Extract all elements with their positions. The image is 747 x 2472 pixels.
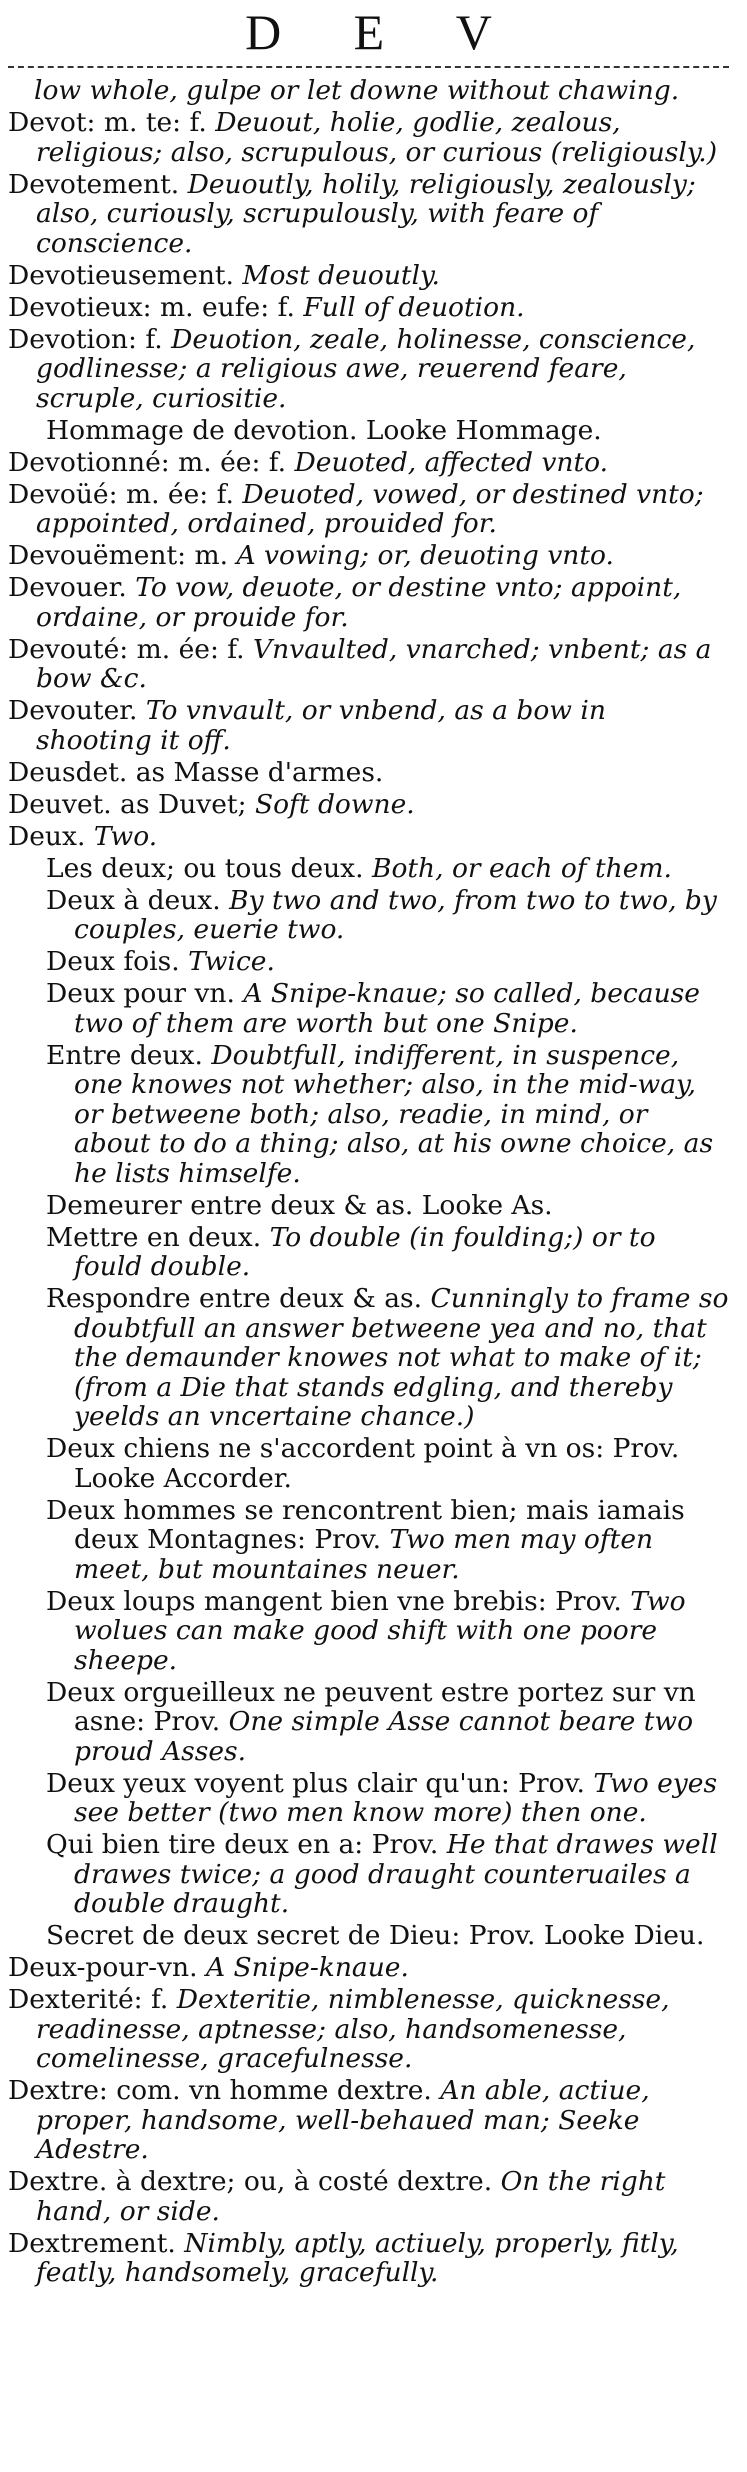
entry-definition: To double (in foulding;) or to fould double. bbox=[74, 1221, 656, 1282]
entry-headword: Devouté: m. ée: f. bbox=[8, 633, 245, 665]
entry-definition: Deuoutly, holily, religiously, zealously; also, curiously, scrupulously, with feare of conscience. bbox=[36, 168, 696, 259]
entry-definition: Soft downe. bbox=[254, 788, 415, 820]
dictionary-entry bbox=[8, 790, 729, 820]
entry-definition: Two men may often meet, but mountaines neuer. bbox=[74, 1524, 654, 1585]
entry-definition: A Snipe-knaue. bbox=[205, 1952, 409, 1983]
entry-definition: Two eyes see better (two men know more) then one. bbox=[74, 1767, 718, 1828]
sub-entry bbox=[8, 1041, 729, 1189]
entry-definition: Deuotion, zeale, holinesse, conscience, godlinesse; a religious awe, reuerend feare, scruple, curiositie. bbox=[36, 323, 696, 414]
entry-definition: Dexteritie, nimblenesse, quicknesse, readinesse, aptnesse; also, handsomenesse, comelinesse, gracefulnesse. bbox=[36, 1984, 670, 2074]
dictionary-entry bbox=[8, 261, 729, 291]
entry-definition: Two wolues can make good shift with one poore sheepe. bbox=[74, 1585, 686, 1676]
entry-headword: Devotionné: m. ée: f. bbox=[8, 446, 287, 478]
entry-definition: Deuoted, affected vnto. bbox=[294, 446, 609, 478]
entry-headword: Devotement. bbox=[8, 168, 180, 200]
sub-entry bbox=[8, 416, 729, 446]
sub-entry bbox=[8, 1587, 729, 1676]
entry-definition: An able, actiue, proper, handsome, well-behaued man; Seeke Adestre. bbox=[36, 2075, 650, 2165]
dictionary-entry bbox=[8, 448, 729, 478]
entry-headword: Devotion: f. bbox=[8, 323, 163, 355]
entry-definition: Two. bbox=[93, 820, 158, 852]
entry-definition: To vnvault, or vnbend, as a bow in shooting it off. bbox=[36, 695, 606, 756]
dictionary-entry bbox=[8, 480, 729, 539]
dictionary-entry bbox=[8, 696, 729, 755]
entry-headword: Deux-pour-vn. bbox=[8, 1952, 198, 1983]
dictionary-entry bbox=[8, 1985, 729, 2074]
entry-headword: Deux à deux. bbox=[46, 884, 221, 916]
entry-definition: He that drawes well drawes twice; a good draught counteruailes a double draught. bbox=[74, 1829, 718, 1919]
entry-headword: Dextre: com. vn homme dextre. bbox=[8, 2075, 432, 2106]
entry-definition: Doubtfull, indifferent, in suspence, one knowes not whether; also, in the mid-way, or betweene both; also, readie, in mind, or about to do a thing; also, at his owne choice, as he lists himselfe. bbox=[74, 1039, 714, 1189]
entry-headword: Deux fois. bbox=[46, 946, 180, 977]
dictionary-entry bbox=[8, 541, 729, 571]
dictionary-entry bbox=[8, 822, 729, 852]
dictionary-entry bbox=[8, 635, 729, 694]
entry-headword: Deux pour vn. bbox=[46, 978, 235, 1009]
dictionary-entry bbox=[8, 573, 729, 632]
running-head: D E V bbox=[245, 4, 522, 60]
entry-definition: Most deuoutly. bbox=[242, 259, 440, 291]
sub-entry bbox=[8, 1921, 729, 1951]
entry-headword: Deux orgueilleux ne peuvent estre portez sur vn asne: Prov. bbox=[46, 1676, 696, 1737]
entry-definition: Both, or each of them. bbox=[371, 852, 672, 884]
entry-headword: Respondre entre deux & as. bbox=[46, 1283, 423, 1314]
entry-definition: Deuoted, vowed, or destined vnto; appointed, ordained, prouided for. bbox=[36, 478, 704, 539]
entry-definition: Cunningly to frame so doubtfull an answer betweene yea and no, that the demaunder knowes not what to make of it; (from a Die that stands edgling, and thereby yeelds an vncertaine chance.) bbox=[74, 1283, 729, 1432]
entry-definition: Nimbly, aptly, actiuely, properly, fitly, featly, handsomely, gracefully. bbox=[36, 2227, 679, 2288]
entry-headword: Devouer. bbox=[8, 572, 127, 603]
sub-entry bbox=[8, 1284, 729, 1432]
entry-headword: Devouter. bbox=[8, 695, 138, 726]
dictionary-entry bbox=[8, 325, 729, 414]
entry-definition: One simple Asse cannot beare two proud Asses. bbox=[74, 1706, 694, 1767]
entry-headword: Mettre en deux. bbox=[46, 1221, 262, 1253]
entry-definition: Twice. bbox=[188, 946, 275, 977]
sub-entry bbox=[8, 1830, 729, 1919]
entry-definition: By two and two, from two to two, by couples, euerie two. bbox=[74, 884, 717, 945]
entry-headword: Deuvet. as Duvet; bbox=[8, 788, 247, 820]
entry-headword: Dextrement. bbox=[8, 2227, 176, 2259]
entry-headword: Devotieux: m. eufe: f. bbox=[8, 291, 295, 323]
sub-entry bbox=[8, 854, 729, 884]
entry-headword: Devotieusement. bbox=[8, 259, 234, 291]
entry-headword: Demeurer entre deux & as. Looke As. bbox=[46, 1189, 553, 1221]
dictionary-entry bbox=[8, 2076, 729, 2165]
sub-entry bbox=[8, 886, 729, 945]
entry-definition: low whole, gulpe or let downe without chawing. bbox=[34, 75, 680, 106]
entry-headword: Secret de deux secret de Dieu: Prov. Looke Dieu. bbox=[46, 1920, 705, 1951]
entry-definition: A vowing; or, deuoting vnto. bbox=[236, 540, 614, 571]
entry-definition: Full of deuotion. bbox=[303, 291, 525, 323]
entry-headword: Dexterité: f. bbox=[8, 1984, 169, 2015]
entry-headword: Hommage de devotion. Looke Hommage. bbox=[46, 414, 602, 446]
sub-entry bbox=[8, 1191, 729, 1221]
sub-entry bbox=[8, 1496, 729, 1585]
dictionary-entry bbox=[8, 2167, 729, 2226]
entry-headword: Entre deux. bbox=[46, 1039, 203, 1071]
entry-headword: Devot: m. te: f. bbox=[8, 107, 207, 138]
sub-entry bbox=[8, 1678, 729, 1767]
dictionary-entry bbox=[8, 1953, 729, 1983]
entry-definition: Vnvaulted, vnarched; vnbent; as a bow &c. bbox=[36, 633, 712, 694]
entry-headword: Deux. bbox=[8, 820, 86, 852]
entry-headword: Deusdet. as Masse d'armes. bbox=[8, 756, 384, 788]
continued-entry bbox=[8, 76, 729, 106]
entry-definition: On the right hand, or side. bbox=[36, 2166, 666, 2227]
sub-entry bbox=[8, 1434, 729, 1493]
dictionary-entry bbox=[8, 293, 729, 323]
entry-headword: Deux hommes se rencontrent bien; mais iamais deux Montagnes: Prov. bbox=[46, 1494, 685, 1555]
entry-list bbox=[8, 76, 729, 2288]
entry-headword: Qui bien tire deux en a: Prov. bbox=[46, 1829, 439, 1860]
entry-definition: A Snipe-knaue; so called, because two of them are worth but one Snipe. bbox=[74, 978, 700, 1039]
entry-headword: Deux yeux voyent plus clair qu'un: Prov. bbox=[46, 1767, 585, 1799]
sub-entry bbox=[8, 1223, 729, 1282]
dictionary-entry bbox=[8, 2229, 729, 2288]
sub-entry bbox=[8, 1769, 729, 1828]
dictionary-entry bbox=[8, 108, 729, 167]
dictionary-entry bbox=[8, 758, 729, 788]
entry-definition: To vow, deuote, or destine vnto; appoint, ordaine, or prouide for. bbox=[36, 572, 682, 633]
entry-headword: Les deux; ou tous deux. bbox=[46, 852, 364, 884]
entry-headword: Deux chiens ne s'accordent point à vn os: Prov. Looke Accorder. bbox=[46, 1433, 680, 1494]
entry-headword: Devouëment: m. bbox=[8, 540, 229, 571]
entry-definition: Deuout, holie, godlie, zealous, religious; also, scrupulous, or curious (religiously.) bbox=[36, 107, 718, 168]
entry-headword: Deux loups mangent bien vne brebis: Prov. bbox=[46, 1585, 622, 1617]
dictionary-entry bbox=[8, 170, 729, 259]
sub-entry bbox=[8, 979, 729, 1038]
sub-entry bbox=[8, 947, 729, 977]
entry-headword: Devoüé: m. ée: f. bbox=[8, 478, 234, 510]
entry-headword: Dextre. à dextre; ou, à costé dextre. bbox=[8, 2166, 493, 2197]
header-rule bbox=[8, 66, 729, 68]
